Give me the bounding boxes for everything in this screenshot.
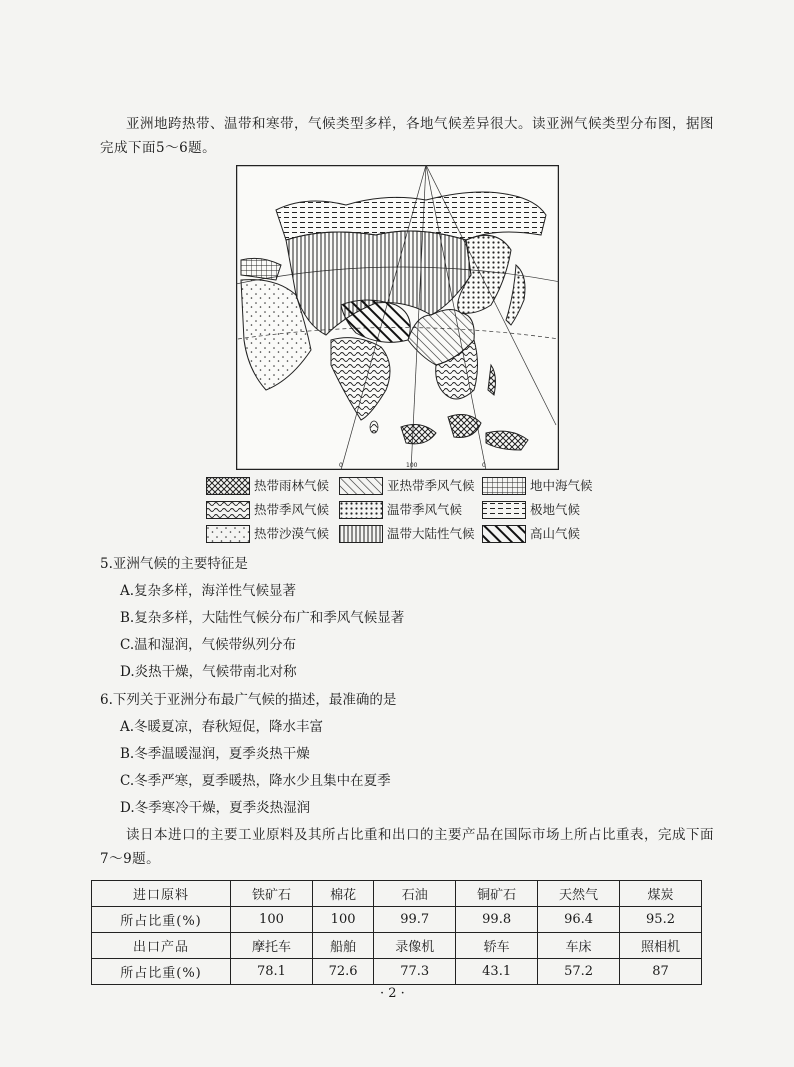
asia-climate-map [236,165,559,470]
map-tick: 0 [339,462,343,469]
japan-trade-table [91,880,702,985]
intro-paragraph-2: 读日本进口的主要工业原料及其所占比重和出口的主要产品在国际市场上所占比重表，完成下面7～9题。 [100,827,714,867]
question-5-option-b: B.复杂多样，大陆性气候分布广和季风气候显著 [120,610,405,626]
intro-paragraph-1: 亚洲地跨热带、温带和寒带，气候类型多样，各地气候差异很大。读亚洲气候类型分布图，据图完成下面5～6题。 [100,116,714,156]
question-6-option-c: C.冬季严寒，夏季暖热，降水少且集中在夏季 [120,773,391,789]
table-row: 所占比重(%) 100 100 99.7 99.8 96.4 95.2 [92,907,702,933]
question-6-option-b: B.冬季温暖湿润，夏季炎热干燥 [120,746,310,762]
map-tick: 0 [482,462,486,469]
table-row: 进口原料 铁矿石 棉花 石油 铜矿石 天然气 煤炭 [92,881,702,907]
question-5-option-c: C.温和湿润，气候带纵列分布 [120,637,297,653]
question-5-stem: 5.亚洲气候的主要特征是 [100,556,248,572]
table-row: 所占比重(%) 78.1 72.6 77.3 43.1 57.2 87 [92,959,702,985]
question-5-option-a: A.复杂多样，海洋性气候显著 [120,583,297,599]
map-legend: 热带雨林气候 亚热带季风气候 地中海气候 热带季风气候 温带季风气候 极地气候 热带沙漠气候 温带大陆性气候 高山气候 [206,474,606,544]
map-tick: 100 [406,462,418,469]
question-6-option-a: A.冬暖夏凉，春秋短促，降水丰富 [120,719,324,735]
page-number: · 2 · [380,986,405,1001]
table-row: 出口产品 摩托车 船舶 录像机 轿车 车床 照相机 [92,933,702,959]
question-6-option-d: D.冬季寒冷干燥，夏季炎热湿润 [120,800,311,816]
question-6-stem: 6.下列关于亚洲分布最广气候的描述，最准确的是 [100,692,397,708]
question-5-option-d: D.炎热干燥，气候带南北对称 [120,664,297,680]
